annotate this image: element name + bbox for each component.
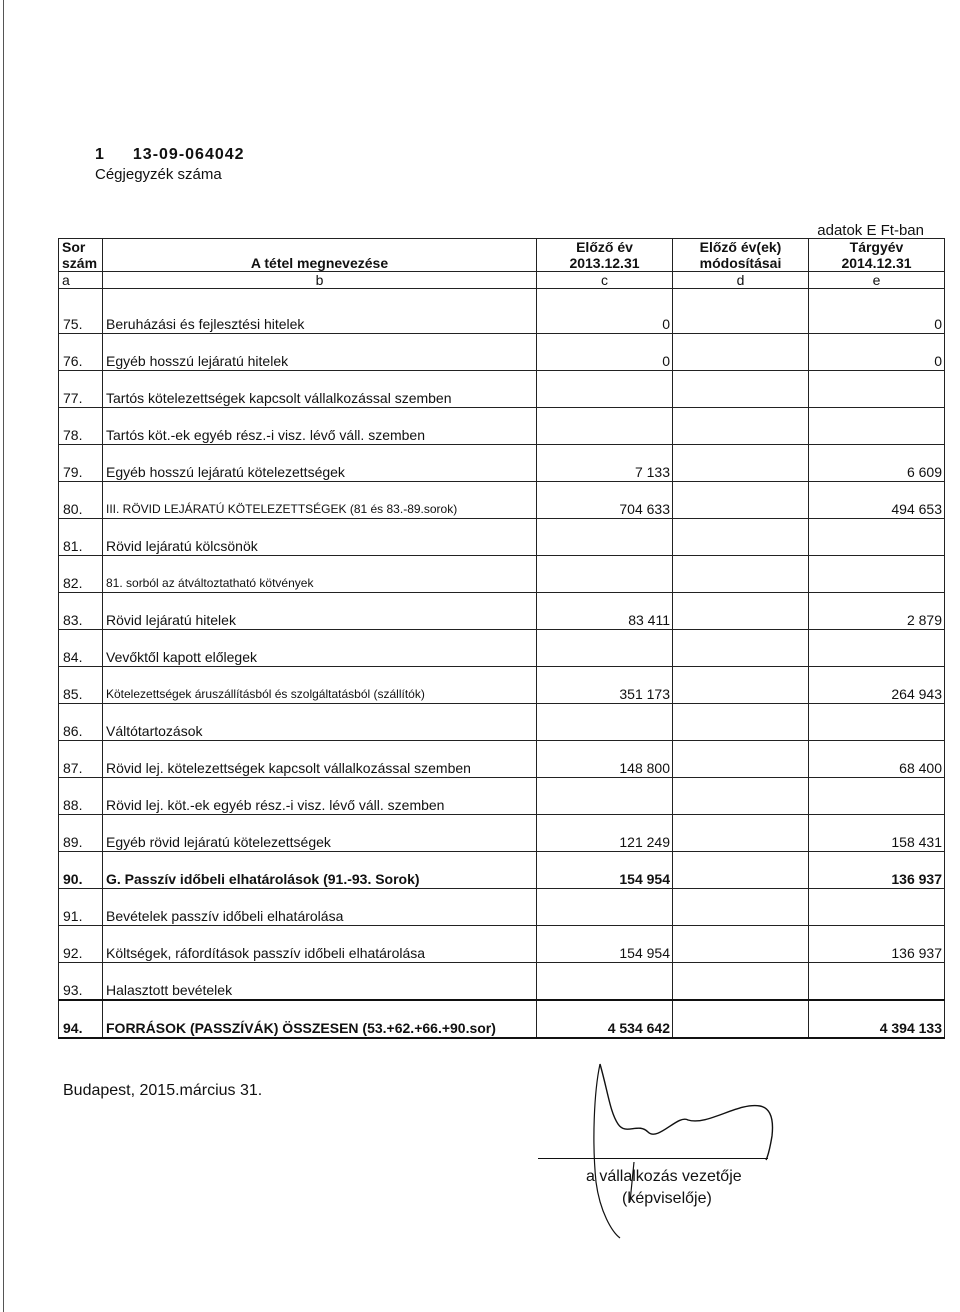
header-szam: szám xyxy=(59,255,103,272)
row-number: 77. xyxy=(59,371,103,408)
balance-sheet-table xyxy=(58,238,945,1039)
row-curr-value: 136 937 xyxy=(809,926,945,963)
row-number: 83. xyxy=(59,593,103,630)
row-mod-value xyxy=(673,289,809,334)
row-mod-value xyxy=(673,704,809,741)
header-item: A tétel megnevezése xyxy=(103,255,537,272)
registration-digits: 13-09-064042 xyxy=(132,146,245,163)
row-label: Költségek, ráfordítások passzív időbeli elhatárolása xyxy=(103,926,537,963)
row-prev-value xyxy=(537,704,673,741)
row-label: Rövid lej. kötelezettségek kapcsolt vállalkozással szemben xyxy=(103,741,537,778)
table-row xyxy=(59,445,945,482)
row-curr-value xyxy=(809,778,945,815)
row-label: Tartós kötelezettségek kapcsolt vállalkozással szemben xyxy=(103,371,537,408)
table-row xyxy=(59,926,945,963)
row-mod-value xyxy=(673,445,809,482)
table-row xyxy=(59,741,945,778)
row-number: 94. xyxy=(59,1000,103,1038)
registration-number xyxy=(95,146,245,164)
row-prev-value xyxy=(537,519,673,556)
table-row xyxy=(59,371,945,408)
page-edge-line xyxy=(3,0,4,1312)
row-mod-value xyxy=(673,963,809,1001)
header-letter-a: a xyxy=(59,272,103,289)
row-mod-value xyxy=(673,667,809,704)
header-sor: Sor xyxy=(59,239,103,256)
row-label: FORRÁSOK (PASSZÍVÁK) ÖSSZESEN (53.+62.+66.+90.sor) xyxy=(103,1000,537,1038)
row-curr-value: 4 394 133 xyxy=(809,1000,945,1038)
signatory-subtitle: (képviselője) xyxy=(622,1190,712,1207)
signatory-title: a vállalkozás vezetője xyxy=(586,1168,742,1185)
row-mod-value xyxy=(673,482,809,519)
row-number: 85. xyxy=(59,667,103,704)
table-row xyxy=(59,593,945,630)
row-label: Halasztott bevételek xyxy=(103,963,537,1001)
row-label: Egyéb rövid lejáratú kötelezettségek xyxy=(103,815,537,852)
signature-block xyxy=(538,1052,798,1252)
row-prev-value: 704 633 xyxy=(537,482,673,519)
row-label: Rövid lej. köt.-ek egyéb rész.-i visz. lévő váll. szemben xyxy=(103,778,537,815)
header-mod-line2: módosításai xyxy=(673,255,809,272)
row-number: 87. xyxy=(59,741,103,778)
signature-scribble xyxy=(538,1052,798,1252)
row-curr-value xyxy=(809,371,945,408)
table-row xyxy=(59,630,945,667)
row-prev-value xyxy=(537,778,673,815)
header-mod-line1: Előző év(ek) xyxy=(673,239,809,256)
header-letter-e: e xyxy=(809,272,945,289)
row-number: 89. xyxy=(59,815,103,852)
row-mod-value xyxy=(673,889,809,926)
row-curr-value xyxy=(809,889,945,926)
row-mod-value xyxy=(673,593,809,630)
row-curr-value xyxy=(809,630,945,667)
row-prev-value xyxy=(537,408,673,445)
header-curr-line2: 2014.12.31 xyxy=(809,255,945,272)
row-curr-value: 68 400 xyxy=(809,741,945,778)
row-curr-value xyxy=(809,519,945,556)
row-number: 86. xyxy=(59,704,103,741)
table-row xyxy=(59,482,945,519)
header-letter-d: d xyxy=(673,272,809,289)
row-curr-value: 494 653 xyxy=(809,482,945,519)
row-curr-value xyxy=(809,963,945,1001)
row-prev-value xyxy=(537,889,673,926)
row-curr-value: 6 609 xyxy=(809,445,945,482)
row-number: 92. xyxy=(59,926,103,963)
row-number: 84. xyxy=(59,630,103,667)
header-letters-row xyxy=(59,272,945,289)
row-mod-value xyxy=(673,408,809,445)
row-number: 88. xyxy=(59,778,103,815)
registration-prefix: 1 xyxy=(95,146,105,163)
row-number: 76. xyxy=(59,334,103,371)
header-curr-line1: Tárgyév xyxy=(809,239,945,256)
row-mod-value xyxy=(673,741,809,778)
row-prev-value xyxy=(537,371,673,408)
row-mod-value xyxy=(673,519,809,556)
row-prev-value: 83 411 xyxy=(537,593,673,630)
row-label: III. RÖVID LEJÁRATÚ KÖTELEZETTSÉGEK (81 és 83.-89.sorok) xyxy=(103,482,537,519)
row-prev-value: 121 249 xyxy=(537,815,673,852)
table-row xyxy=(59,289,945,334)
table-row xyxy=(59,519,945,556)
row-mod-value xyxy=(673,334,809,371)
table-row xyxy=(59,889,945,926)
row-number: 93. xyxy=(59,963,103,1001)
row-prev-value: 4 534 642 xyxy=(537,1000,673,1038)
row-label: Egyéb hosszú lejáratú kötelezettségek xyxy=(103,445,537,482)
row-curr-value xyxy=(809,408,945,445)
header-item-blank xyxy=(103,239,537,256)
row-label: Kötelezettségek áruszállításból és szolgáltatásból (szállítók) xyxy=(103,667,537,704)
header-letter-c: c xyxy=(537,272,673,289)
header-row-2 xyxy=(59,255,945,272)
row-curr-value: 2 879 xyxy=(809,593,945,630)
header-prev-line2: 2013.12.31 xyxy=(537,255,673,272)
table-row-total xyxy=(59,1000,945,1038)
row-mod-value xyxy=(673,371,809,408)
place-and-date: Budapest, 2015.március 31. xyxy=(63,1082,263,1099)
row-label: Rövid lejáratú hitelek xyxy=(103,593,537,630)
row-prev-value: 0 xyxy=(537,289,673,334)
row-number: 80. xyxy=(59,482,103,519)
row-label: Váltótartozások xyxy=(103,704,537,741)
row-curr-value: 264 943 xyxy=(809,667,945,704)
table-row xyxy=(59,852,945,889)
row-label: Bevételek passzív időbeli elhatárolása xyxy=(103,889,537,926)
row-number: 82. xyxy=(59,556,103,593)
table-row xyxy=(59,334,945,371)
table-row xyxy=(59,408,945,445)
row-mod-value xyxy=(673,630,809,667)
row-prev-value: 351 173 xyxy=(537,667,673,704)
row-number: 81. xyxy=(59,519,103,556)
row-prev-value: 7 133 xyxy=(537,445,673,482)
row-curr-value: 0 xyxy=(809,289,945,334)
row-number: 90. xyxy=(59,852,103,889)
row-prev-value xyxy=(537,556,673,593)
row-prev-value: 148 800 xyxy=(537,741,673,778)
row-mod-value xyxy=(673,815,809,852)
row-label: 81. sorból az átváltoztatható kötvények xyxy=(103,556,537,593)
row-prev-value xyxy=(537,963,673,1001)
row-number: 91. xyxy=(59,889,103,926)
row-mod-value xyxy=(673,852,809,889)
table-row xyxy=(59,667,945,704)
row-label: Vevőktől kapott előlegek xyxy=(103,630,537,667)
table-row xyxy=(59,963,945,1001)
table-row xyxy=(59,815,945,852)
row-mod-value xyxy=(673,926,809,963)
row-label: Tartós köt.-ek egyéb rész.-i visz. lévő váll. szemben xyxy=(103,408,537,445)
row-curr-value xyxy=(809,556,945,593)
row-number: 78. xyxy=(59,408,103,445)
row-mod-value xyxy=(673,1000,809,1038)
row-curr-value: 158 431 xyxy=(809,815,945,852)
row-curr-value xyxy=(809,704,945,741)
header-prev-line1: Előző év xyxy=(537,239,673,256)
row-prev-value: 0 xyxy=(537,334,673,371)
row-label: G. Passzív időbeli elhatárolások (91.-93. Sorok) xyxy=(103,852,537,889)
row-number: 79. xyxy=(59,445,103,482)
row-label: Rövid lejáratú kölcsönök xyxy=(103,519,537,556)
row-curr-value: 0 xyxy=(809,334,945,371)
row-prev-value: 154 954 xyxy=(537,926,673,963)
header-row-1 xyxy=(59,239,945,256)
row-prev-value: 154 954 xyxy=(537,852,673,889)
row-label: Egyéb hosszú lejáratú hitelek xyxy=(103,334,537,371)
table-row xyxy=(59,556,945,593)
row-mod-value xyxy=(673,556,809,593)
row-curr-value: 136 937 xyxy=(809,852,945,889)
row-number: 75. xyxy=(59,289,103,334)
row-label: Beruházási és fejlesztési hitelek xyxy=(103,289,537,334)
registration-label: Cégjegyzék száma xyxy=(95,166,222,183)
row-prev-value xyxy=(537,630,673,667)
table-row xyxy=(59,704,945,741)
header-letter-b: b xyxy=(103,272,537,289)
signature-line xyxy=(538,1158,768,1159)
table-row xyxy=(59,778,945,815)
row-mod-value xyxy=(673,778,809,815)
units-note: adatok E Ft-ban xyxy=(817,222,924,239)
